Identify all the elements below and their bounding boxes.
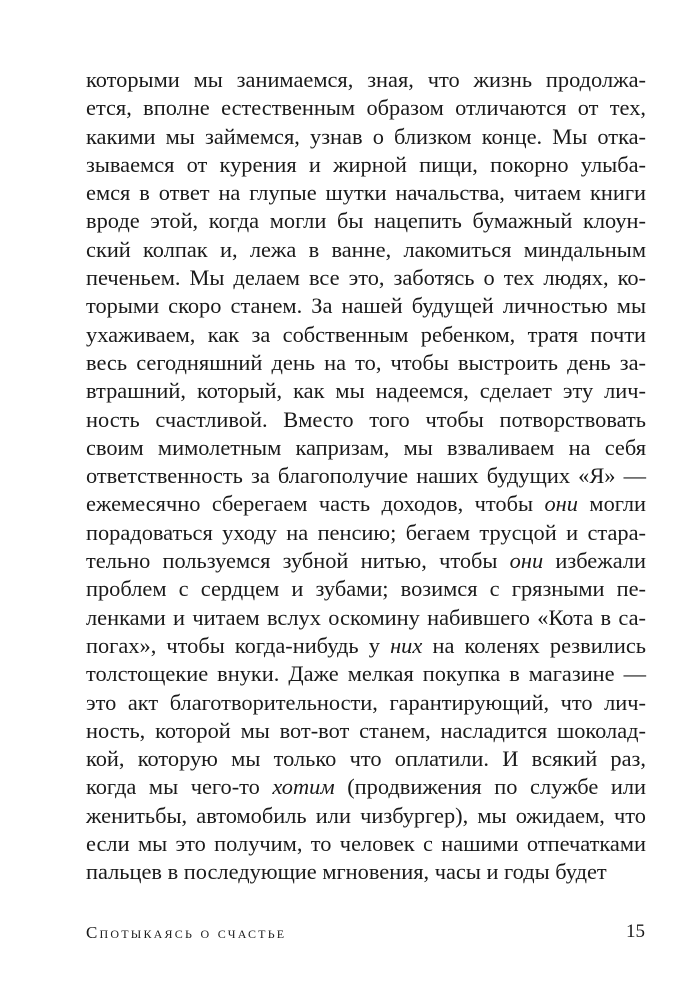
text-line xyxy=(86,604,646,632)
text-segment: женитьбы, автомобиль или чизбургер), мы ожидаем, что xyxy=(86,802,646,828)
text-line xyxy=(86,858,646,886)
text-segment: это акт благотворительности, гарантирующий, что лич- xyxy=(86,689,646,715)
text-line xyxy=(86,207,646,235)
text-segment: вроде этой, когда могли бы нацепить бумажный клоун- xyxy=(86,208,646,234)
text-line xyxy=(86,66,646,94)
text-line xyxy=(86,802,646,830)
text-segment: тельно пользуемся зубной нитью, чтобы xyxy=(86,548,510,574)
text-line xyxy=(86,264,646,292)
text-segment: проблем с сердцем и зубами; возимся с грязными пе- xyxy=(86,576,646,602)
text-segment: ежемесячно сберегаем часть доходов, чтобы xyxy=(86,491,545,517)
text-segment: могли xyxy=(577,491,646,517)
text-segment: если мы это получим, то человек с нашими отпечатками xyxy=(86,831,646,857)
text-segment: ответственность за благополучие наших будущих «Я» — xyxy=(86,463,646,489)
text-segment: на коленях резвились xyxy=(422,632,646,658)
text-line xyxy=(86,745,646,773)
italic-word: них xyxy=(390,632,423,658)
text-line xyxy=(86,830,646,858)
text-segment: емся в ответ на глупые шутки начальства, читаем книги xyxy=(86,180,646,206)
text-segment: ухаживаем, как за собственным ребенком, тратя почти xyxy=(86,321,646,347)
italic-word: они xyxy=(509,548,544,574)
text-segment: кой, которую мы только что оплатили. И всякий раз, xyxy=(86,746,646,772)
text-segment: которыми мы занимаемся, зная, что жизнь продолжа- xyxy=(86,67,646,92)
text-segment: когда мы чего-то xyxy=(86,774,273,800)
text-line xyxy=(86,377,646,405)
text-line xyxy=(86,632,646,660)
text-segment: весь сегодняшний день на то, чтобы выстроить день за- xyxy=(86,349,646,375)
text-line xyxy=(86,292,646,320)
text-line xyxy=(86,575,646,603)
text-line xyxy=(86,179,646,207)
text-segment: толстощекие внуки. Даже мелкая покупка в магазине — xyxy=(86,661,646,687)
text-segment: пальцев в последующие мгновения, часы и годы будет xyxy=(86,859,607,885)
page-number: 15 xyxy=(626,921,645,942)
text-line xyxy=(86,321,646,349)
italic-word: они xyxy=(544,491,578,517)
text-line xyxy=(86,236,646,264)
text-line xyxy=(86,123,646,151)
text-segment: втрашний, который, как мы надеемся, сделает эту лич- xyxy=(86,378,646,404)
text-segment: какими мы займемся, узнав о близком конце. Мы отка- xyxy=(86,123,646,149)
text-line xyxy=(86,519,646,547)
text-line xyxy=(86,151,646,179)
body-text xyxy=(86,66,646,887)
text-line xyxy=(86,717,646,745)
text-line xyxy=(86,689,646,717)
text-line xyxy=(86,547,646,575)
text-segment: своим мимолетным капризам, мы взваливаем на себя xyxy=(86,434,646,460)
text-line xyxy=(86,773,646,801)
text-segment: торыми скоро станем. За нашей будущей личностью мы xyxy=(86,293,646,319)
text-line xyxy=(86,660,646,688)
text-segment: порадоваться уходу на пенсию; бегаем трусцой и стара- xyxy=(86,519,646,545)
text-segment: погах», чтобы когда-нибудь у xyxy=(86,632,391,658)
text-segment: избежали xyxy=(543,548,646,574)
text-line xyxy=(86,406,646,434)
text-segment: ется, вполне естественным образом отличаются от тех, xyxy=(86,95,646,121)
text-segment: ский колпак и, лежа в ванне, лакомиться миндальным xyxy=(86,236,646,262)
text-line xyxy=(86,490,646,518)
text-segment: ность счастливой. Вместо того чтобы потворствовать xyxy=(86,406,646,432)
running-footer-title: Спотыкаясь о счастье xyxy=(86,923,287,942)
text-line xyxy=(86,94,646,122)
text-segment: ленками и читаем вслух оскомину набившего «Кота в са- xyxy=(86,604,646,630)
text-segment: ность, которой мы вот-вот станем, насладится шоколад- xyxy=(86,717,646,743)
text-segment: (продвижения по службе или xyxy=(334,774,646,800)
text-line xyxy=(86,462,646,490)
italic-word: хотим xyxy=(272,774,335,800)
text-segment: зываемся от курения и жирной пищи, покорно улыба- xyxy=(86,151,646,177)
text-line xyxy=(86,434,646,462)
text-segment: печеньем. Мы делаем все это, заботясь о тех людях, ко- xyxy=(86,265,646,291)
text-line xyxy=(86,349,646,377)
